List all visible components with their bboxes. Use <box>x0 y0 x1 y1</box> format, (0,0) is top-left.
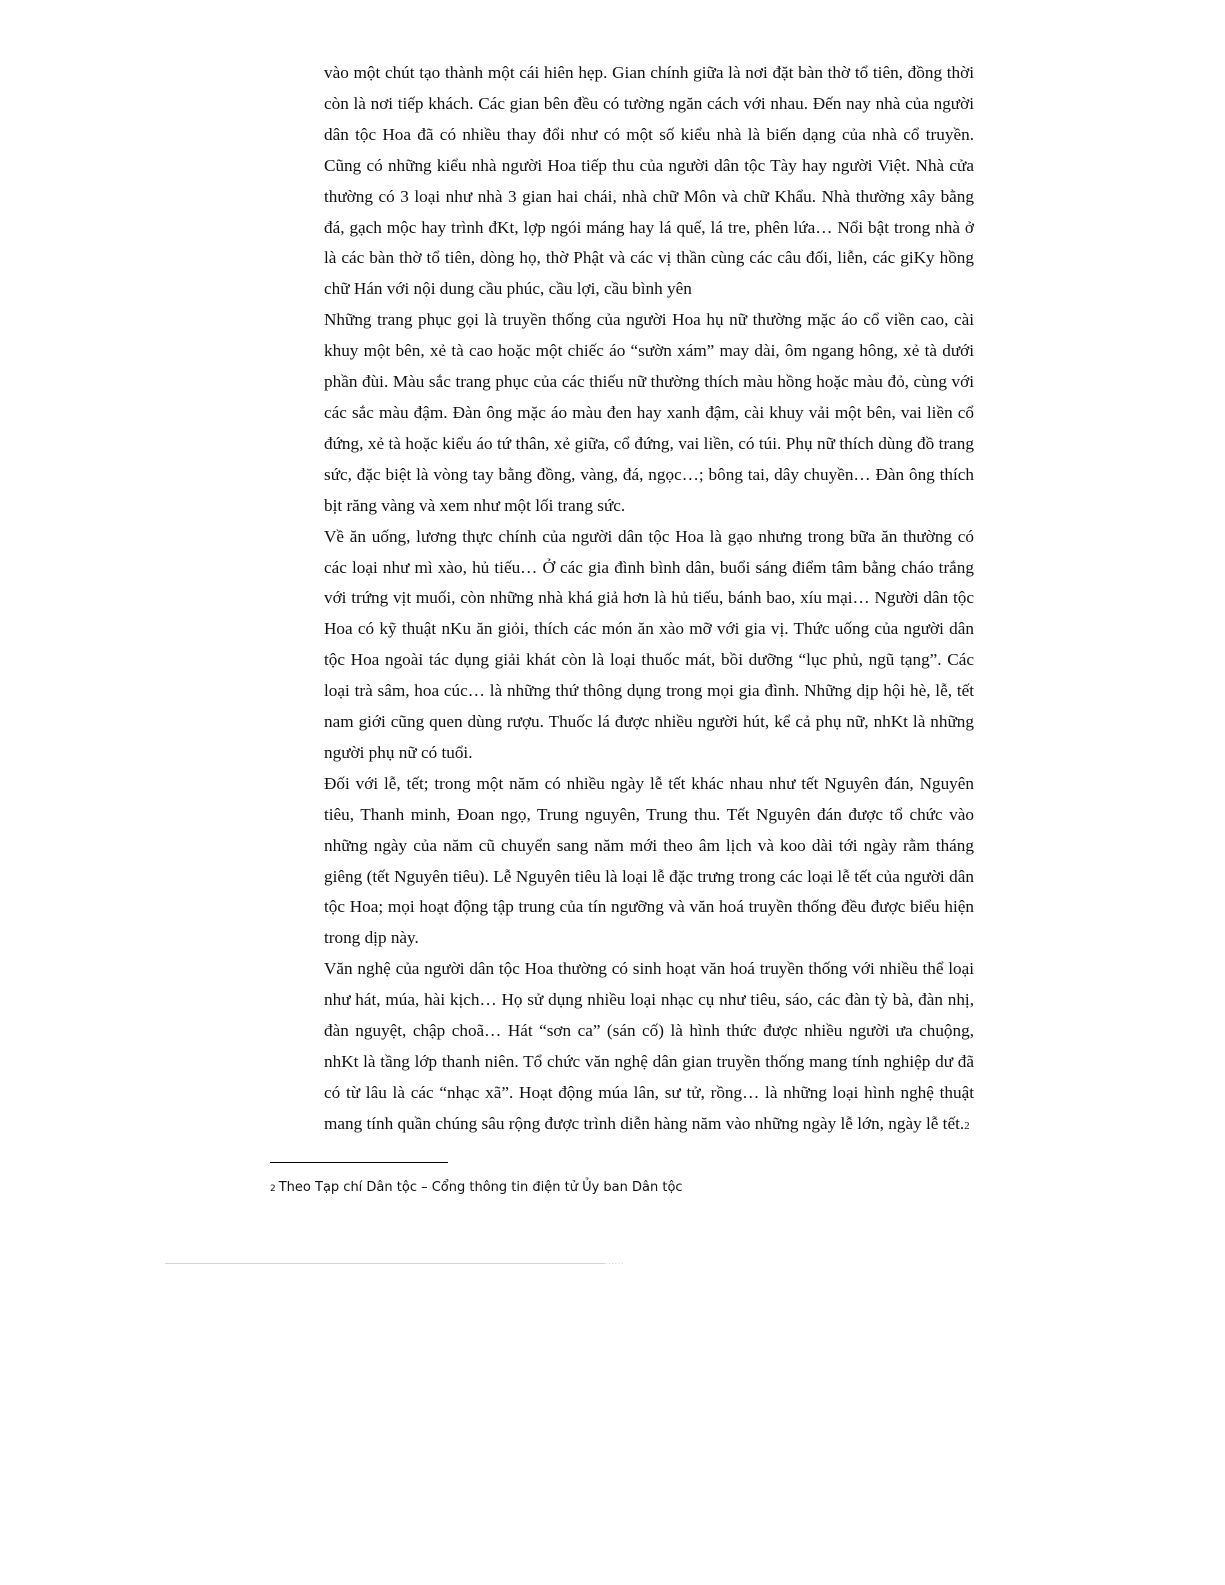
page-bottom-edge <box>165 1263 605 1264</box>
footnote-reference[interactable]: 2 <box>964 1119 970 1132</box>
footnote-text: Theo Tạp chí Dân tộc – Cổng thông tin điện tử Ủy ban Dân tộc <box>278 1180 683 1195</box>
paragraph-festivals: Đối với lễ, tết; trong một năm có nhiều ngày lễ tết khác nhau như tết Nguyên đán, Nguyên tiêu, Thanh minh, Đoan ngọ, Trung nguyên, Trung thu. Tết Nguyên đán được tổ chức vào những ngày của năm cũ chuyển sang năm mới theo âm lịch và koo dài tới ngày rằm tháng giêng (tết Nguyên tiêu). Lễ Nguyên tiêu là loại lễ đặc trưng trong các loại lễ tết của người dân tộc Hoa; mọi hoạt động tập trung của tín ngưỡng và văn hoá truyền thống đều được biểu hiện trong dịp này. <box>324 773 974 948</box>
footnote <box>270 1180 683 1195</box>
paragraph-clothing: Những trang phục gọi là truyền thống của người Hoa hụ nữ thường mặc áo cổ viền cao, cài khuy một bên, xẻ tà cao hoặc một chiếc áo “sườn xám” may dài, ôm ngang hông, xẻ tà dưới phần đùi. Màu sắc trang phục của các thiếu nữ thường thích màu hồng hoặc màu đỏ, cùng với các sắc màu đậm. Đàn ông mặc áo màu đen hay xanh đậm, cài khuy vải một bên, vai liền cổ đứng, xẻ tà hoặc kiểu áo tứ thân, xẻ giữa, cổ đứng, vai liền, có túi. Phụ nữ thích dùng đồ trang sức, đặc biệt là vòng tay bằng đồng, vàng, đá, ngọc…; bông tai, dây chuyền… Đàn ông thích bịt răng vàng và xem như một lối trang sức. <box>324 310 974 515</box>
paragraph-arts <box>324 954 974 1141</box>
page-edge-marker: ...... <box>605 1258 625 1266</box>
footnote-separator <box>270 1162 448 1163</box>
paragraph-food: Về ăn uống, lương thực chính của người dân tộc Hoa là gạo nhưng trong bữa ăn thường có các loại như mì xào, hủ tiếu… Ở các gia đình bình dân, buổi sáng điểm tâm bằng cháo trắng với trứng vịt muối, còn những nhà khá giả hơn là hủ tiếu, bánh bao, xíu mại… Người dân tộc Hoa có kỹ thuật nKu ăn giỏi, thích các món ăn xào mỡ với gia vị. Thức uống của người dân tộc Hoa ngoài tác dụng giải khát còn là loại thuốc mát, bồi dưỡng “lục phủ, ngũ tạng”. Các loại trà sâm, hoa cúc… là những thứ thông dụng trong mọi gia đình. Những dịp hội hè, lễ, tết nam giới cũng quen dùng rượu. Thuốc lá được nhiều người hút, kể cả phụ nữ, nhKt là những người phụ nữ có tuổi. <box>324 526 974 762</box>
footnote-number: 2 <box>270 1184 276 1194</box>
paragraph-housing: vào một chút tạo thành một cái hiên hẹp. Gian chính giữa là nơi đặt bàn thờ tổ tiên, đồng thời còn là nơi tiếp khách. Các gian bên đều có tường ngăn cách với nhau. Đến nay nhà của người dân tộc Hoa đã có nhiều thay đổi như có một số kiểu nhà là biến dạng của nhà cổ truyền. Cũng có những kiểu nhà người Hoa tiếp thu của người dân tộc Tày hay người Việt. Nhà cửa thường có 3 loại như nhà 3 gian hai chái, nhà chữ Môn và chữ Khẩu. Nhà thường xây bằng đá, gạch mộc hay trình đKt, lợp ngói máng hay lá quế, lá tre, phên lứa… Nổi bật trong nhà ở là các bàn thờ tổ tiên, dòng họ, thờ Phật và các vị thần cùng các câu đối, liễn, các giKy hồng chữ Hán với nội dung cầu phúc, cầu lợi, cầu bình yên <box>324 63 974 299</box>
paragraph-arts-text: Văn nghệ của người dân tộc Hoa thường có sinh hoạt văn hoá truyền thống với nhiều thể loại như hát, múa, hài kịch… Họ sử dụng nhiều loại nhạc cụ như tiêu, sáo, các đàn tỳ bà, đàn nhị, đàn nguyệt, chập choã… Hát “sơn ca” (sán cố) là hình thức được nhiều người ưa chuộng, nhKt là tầng lớp thanh niên. Tổ chức văn nghệ dân gian truyền thống mang tính nghiệp dư đã có từ lâu là các “nhạc xã”. Hoạt động múa lân, sư tử, rồng… là những loại hình nghệ thuật mang tính quần chúng sâu rộng được trình diễn hàng năm vào những ngày lễ lớn, ngày lễ tết. <box>324 959 974 1133</box>
document-body <box>324 58 974 1142</box>
